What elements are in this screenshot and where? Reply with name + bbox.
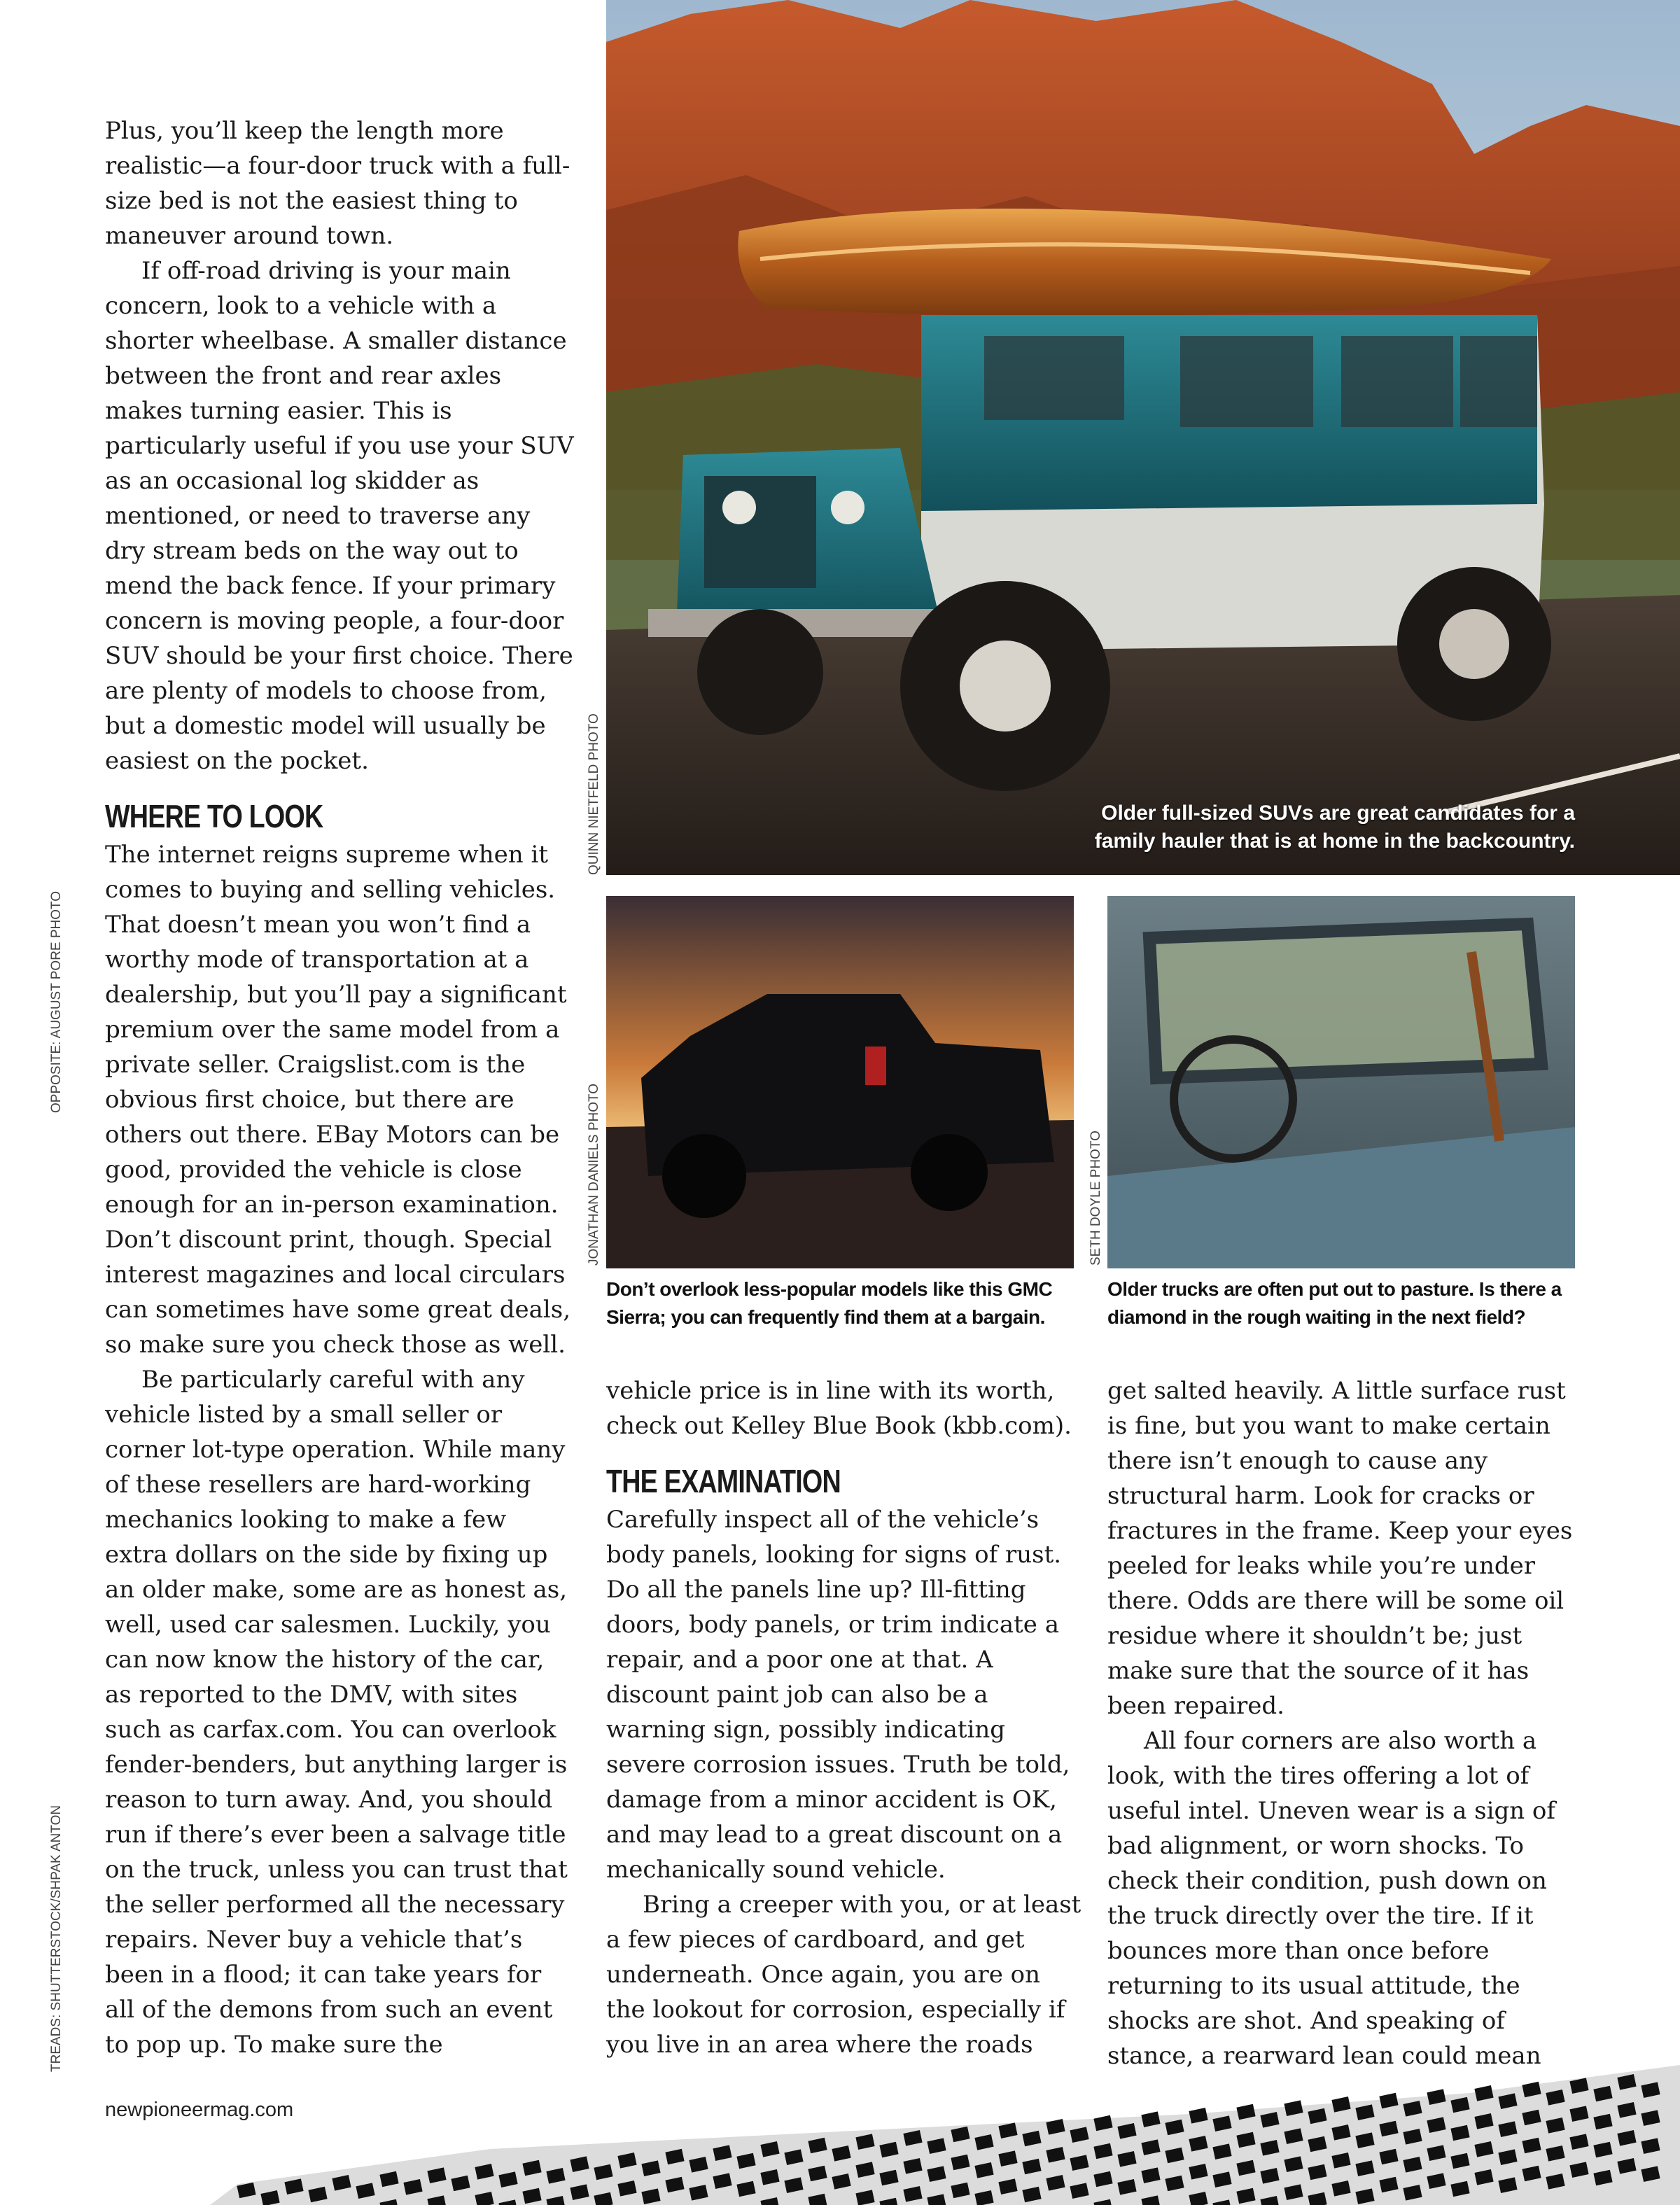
credit-jonathan: JONATHAN DANIELS PHOTO [587,1083,601,1266]
main-photo-willys-wagon [606,0,1680,875]
credit-quinn: QUINN NIETFELD PHOTO [587,713,601,875]
credit-treads: TREADS: SHUTTERSTOCK/SHPAK ANTON [49,1805,64,2072]
photo-old-truck-interior [1107,896,1575,1268]
section-heading-the-examination: THE EXAMINATION [606,1463,841,1499]
photo-gmc-sierra [606,896,1074,1268]
caption-old-truck: Older trucks are often put out to pasture. Is there a diamond in the rough waiting in the next field? [1107,1278,1562,1328]
main-photo-caption: Older full-sized SUVs are great candidates for a family hauler that is at home in the backcountry. [1094,802,1575,853]
credit-seth: SETH DOYLE PHOTO [1088,1130,1103,1266]
column-2 [606,1373,1082,2062]
paragraph: vehicle price is in line with its worth, check out Kelley Blue Book (kbb.com). [606,1377,1072,1440]
paragraph: Bring a creeper with you, or at least a few pieces of cardboard, and get underneath. Once again, you are on the lookout for corrosion, especially if you live in an area where the roads [606,1891,1082,2059]
footer-url: newpioneermag.com [105,2099,294,2121]
tire-tread-graphic [210,2065,1680,2205]
column-1 [105,113,574,2062]
column-3 [1107,1373,1583,2073]
credit-opposite: OPPOSITE: AUGUST PORE PHOTO [49,890,64,1113]
paragraph: get salted heavily. A little surface rust is fine, but you want to make certain there isn’t enough to cause any structural harm. Look for cracks or fractures in the frame. Keep your eyes peeled for leaks while you’re under there. Odds are there will be some oil residue where it shouldn’t be; just make sure that the source of it has been repaired. [1107,1377,1573,1720]
paragraph: If off-road driving is your main concern, look to a vehicle with a shorter wheelbase. A smaller distance between the front and rear axles makes turning easier. This is particularly useful if you use your SUV as an occasional log skidder as mentioned, or need to traverse any dry stream beds on the way out to mend the back fence. If your primary concern is moving people, a four-door SUV should be your first choice. There are plenty of models to choose from, but a domestic model will usually be easiest on the pocket. [105,257,574,775]
caption-gmc-sierra: Don’t overlook less-popular models like this GMC Sierra; you can frequently find them at a bargain. [606,1278,1053,1328]
paragraph: Carefully inspect all of the vehicle’s body panels, looking for signs of rust. Do all the panels line up? Ill-fitting doors, body panels, or trim indicate a repair, and a poor one at that. A discount paint job can also be a warning sign, possibly indicating severe corrosion issues. Truth be told, damage from a minor accident is OK, and may lead to a great discount on a mechanically sound vehicle. [606,1506,1070,1884]
paragraph: Be particularly careful with any vehicle listed by a small seller or corner lot-type operation. While many of these resellers are hard-working mechanics looking to make a few extra dollars on the side by fixing up an older make, some are as honest as, well, used car salesmen. Luckily, you can now know the history of the car, as reported to the DMV, with sites such as carfax.com. You can overlook fender-benders, but anything larger is reason to turn away. And, you should run if there’s ever been a salvage title on the truck, unless you can trust that the seller performed all the necessary repairs. Never buy a vehicle that’s been in a flood; it can take years for all of the demons from such an event to pop up. To make sure the [105,1366,568,2059]
paragraph: Plus, you’ll keep the length more realistic—a four-door truck with a full-size bed is not the easiest thing to maneuver around town. [105,117,570,250]
paragraph: The internet reigns supreme when it comes to buying and selling vehicles. That doesn’t mean you won’t find a worthy mode of transportation at a dealership, but you’ll pay a significant premium over the same model from a private seller. Craigslist.com is the obvious first choice, but there are others out there. EBay Motors can be good, provided the vehicle is close enough for an in-person examination. Don’t discount print, though. Special interest magazines and local circulars can sometimes have some great deals, so make sure you check those as well. [105,841,571,1359]
section-heading-where-to-look: WHERE TO LOOK [105,798,323,834]
paragraph: All four corners are also worth a look, with the tires offering a lot of useful intel. Uneven wear is a sign of bad alignment, or worn shocks. To check their condition, push down on the truck directly over the tire. If it bounces more than once before returning to its usual attitude, the shocks are shot. And speaking of stance, a rearward lean could mean [1107,1727,1555,2070]
